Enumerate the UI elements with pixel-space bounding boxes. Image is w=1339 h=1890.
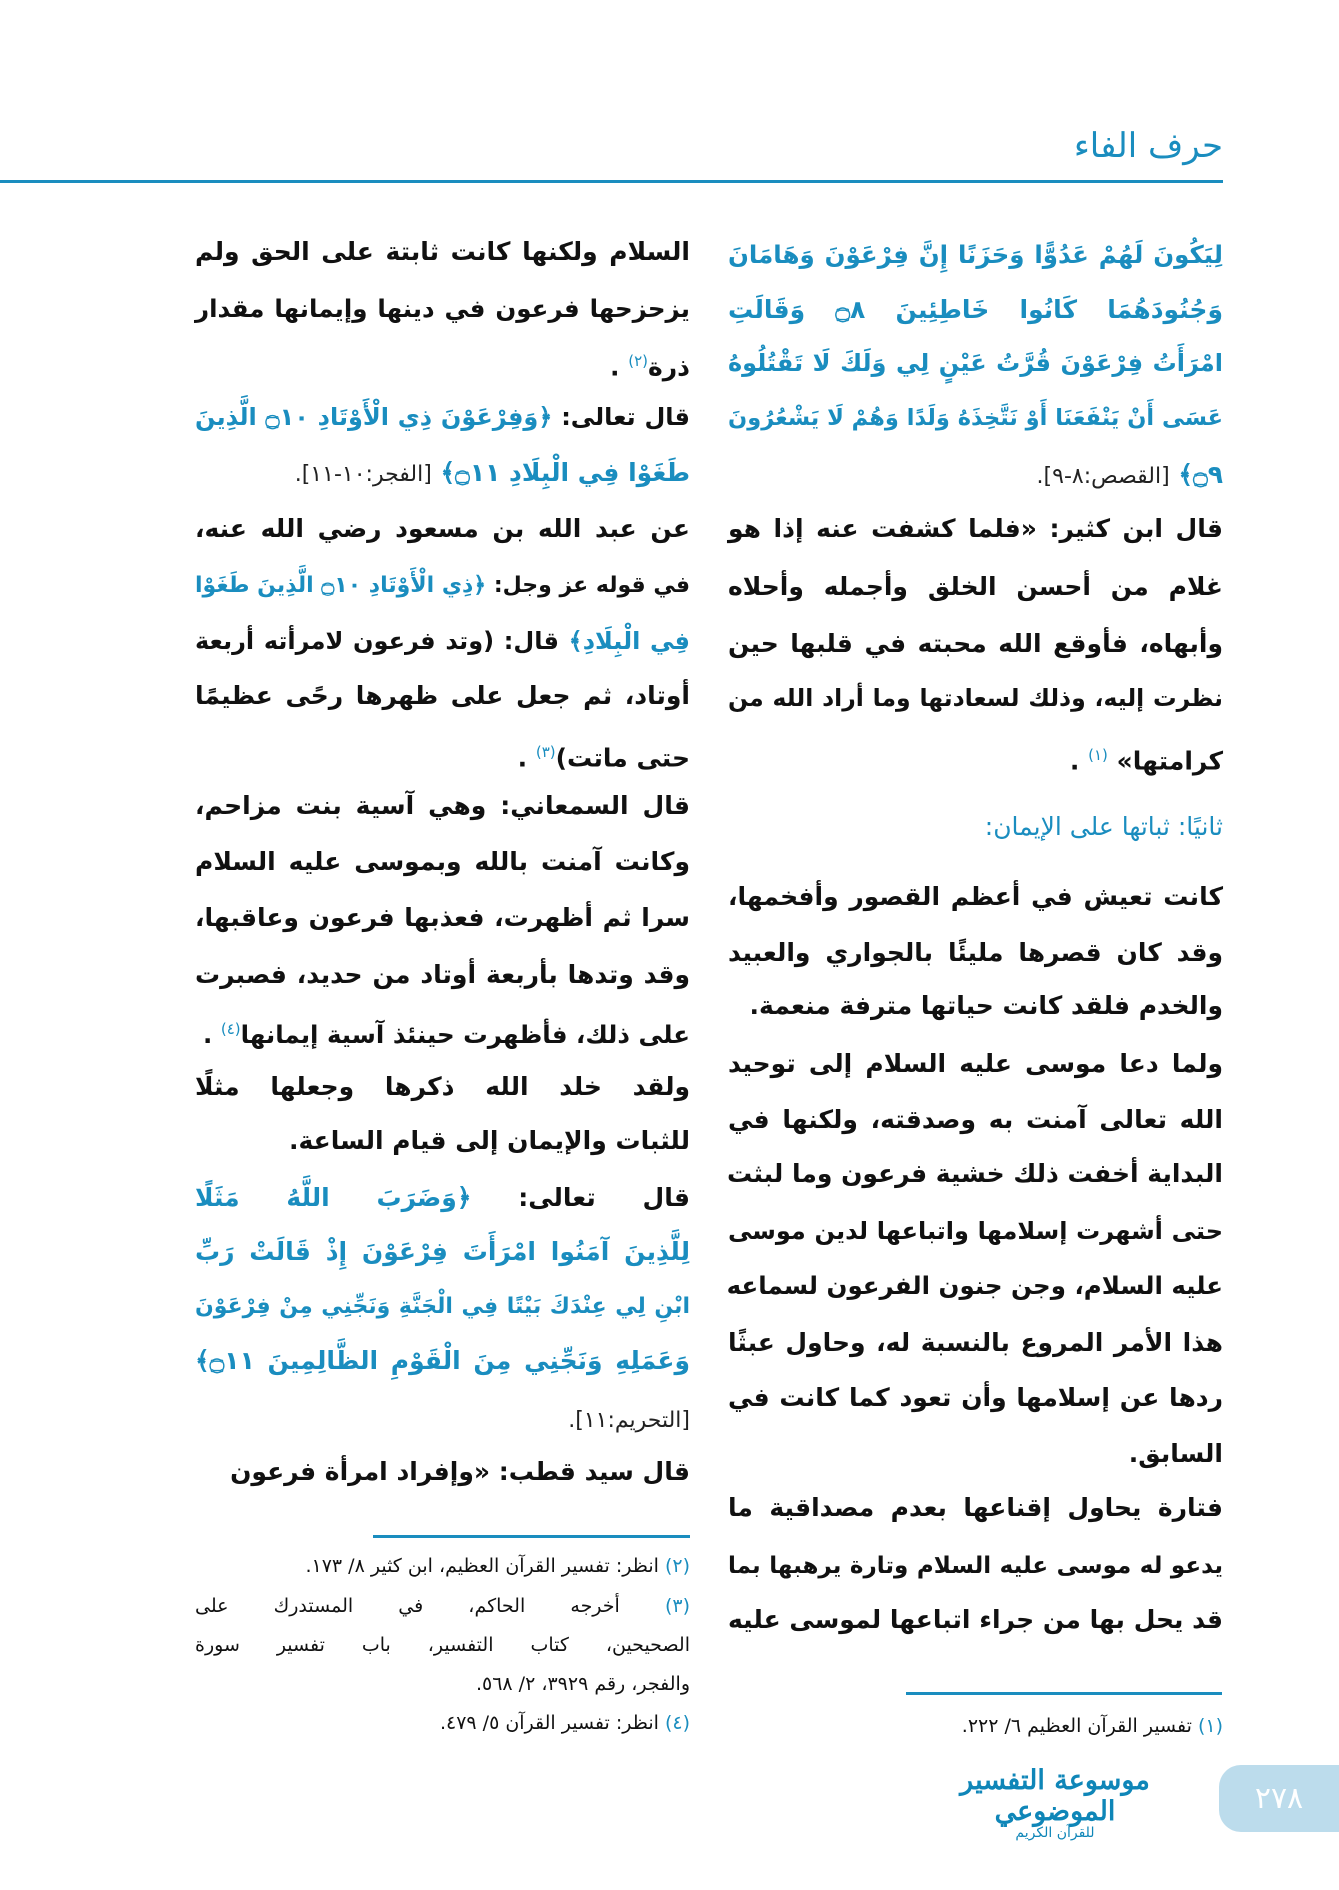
page-number: ٢٧٨ bbox=[1219, 1765, 1339, 1832]
body-text: السابق. bbox=[1128, 1438, 1223, 1468]
footnote-text: والفجر، رقم ٣٩٢٩، ٢/ ٥٦٨. bbox=[475, 1673, 690, 1696]
body-text: وأبهاه، فأوقع الله محبته في قلبها حين bbox=[728, 628, 1223, 658]
quran-verse: لِيَكُونَ لَهُمْ عَدُوًّا وَحَزَنًا إِنَّ فِرْعَوْنَ وَهَامَانَ bbox=[728, 239, 1223, 269]
body-text: ردها عن إسلامها وأن تعود كما كانت في bbox=[728, 1383, 1223, 1413]
text-line bbox=[728, 727, 1223, 783]
verse-reference: [التحريم:١١]. bbox=[568, 1407, 690, 1433]
text-line bbox=[195, 834, 690, 890]
body-text: فتارة يحاول إقناعها بعدم مصداقية ما bbox=[728, 1492, 1223, 1522]
footnote bbox=[195, 1665, 690, 1703]
text-line bbox=[728, 335, 1223, 391]
footnote bbox=[195, 1547, 690, 1585]
heading-text: ثانيًا: ثباتها على الإيمان: bbox=[984, 811, 1223, 841]
text-line bbox=[195, 668, 690, 724]
quran-verse: ۝٩﴾ bbox=[1169, 460, 1223, 490]
body-text: . bbox=[203, 1020, 221, 1050]
body-text: وقد وتدها بأربعة أوتاد من حديد، فصبرت bbox=[195, 960, 690, 990]
body-text: قد يحل بها من جراء اتباعها لموسى عليه bbox=[728, 1604, 1223, 1634]
body-text: قال تعالى: bbox=[552, 403, 690, 432]
text-line bbox=[195, 1279, 690, 1335]
text-line bbox=[728, 1315, 1223, 1371]
body-text: ولقد خلد الله ذكرها وجعلها مثلًا bbox=[195, 1072, 690, 1102]
body-text: عن عبد الله بن مسعود رضي الله عنه، bbox=[195, 514, 690, 544]
text-line bbox=[195, 1391, 690, 1447]
footnote-number: (٤) bbox=[658, 1711, 690, 1734]
footnote-text: انظر: تفسير القرآن ٥/ ٤٧٩. bbox=[439, 1711, 659, 1734]
body-text: يزحزحها فرعون في دينها وإيمانها مقدار bbox=[195, 293, 690, 323]
text-line bbox=[728, 1146, 1223, 1202]
quran-verse: فِي الْبِلَادِ﴾ bbox=[558, 627, 691, 656]
body-text: حتى ماتت) bbox=[555, 743, 690, 773]
text-line bbox=[195, 501, 690, 557]
logo-title: موسوعة التفسير الموضوعي bbox=[960, 1765, 1150, 1827]
body-text: . bbox=[1069, 745, 1089, 775]
body-text: . bbox=[517, 743, 536, 773]
body-text: قال: (وتد فرعون لامرأته أربعة bbox=[195, 627, 559, 656]
body-text: والخدم فلقد كانت حياتها مترفة منعمة. bbox=[749, 991, 1223, 1021]
text-line bbox=[195, 1444, 690, 1500]
footnote-marker[interactable]: (١) bbox=[1088, 745, 1108, 764]
chapter-header: حرف الفاء bbox=[1073, 126, 1223, 166]
footnote-text: انظر: تفسير القرآن العظيم، ابن كثير ٨/ ١٧٣. bbox=[305, 1555, 659, 1578]
text-line bbox=[195, 558, 690, 614]
body-text: كانت تعيش في أعظم القصور وأفخمها، bbox=[728, 881, 1223, 911]
text-line bbox=[195, 613, 690, 669]
quran-verse: لِلَّذِينَ آمَنُوا امْرَأَتَ فِرْعَوْنَ إِذْ قَالَتْ رَبِّ bbox=[195, 1237, 690, 1267]
text-line bbox=[728, 227, 1223, 283]
text-line bbox=[728, 501, 1223, 557]
text-line bbox=[728, 1480, 1223, 1536]
text-line bbox=[195, 389, 690, 445]
text-line bbox=[195, 281, 690, 337]
quran-verse: وَعَمَلِهِ وَنَجِّنِي مِنَ الْقَوْمِ الظَّالِمِينَ ۝١١﴾ bbox=[195, 1345, 690, 1375]
footnote bbox=[195, 1704, 690, 1742]
footnote-marker[interactable]: (٣) bbox=[535, 743, 556, 762]
body-text: حتى أشهرت إسلامها واتباعها لدين موسى bbox=[728, 1216, 1223, 1245]
body-text: غلام من أحسن الخلق وأجمله وأحلاه bbox=[728, 572, 1223, 602]
footnote-number: (٢) bbox=[658, 1555, 690, 1578]
body-text: عليه السلام، وجن جنون الفرعون لسماعه bbox=[726, 1271, 1223, 1301]
text-line bbox=[195, 947, 690, 1003]
text-line bbox=[195, 445, 690, 501]
text-line bbox=[728, 1370, 1223, 1426]
footnote bbox=[195, 1626, 690, 1664]
text-line bbox=[728, 1538, 1223, 1594]
quran-verse: ﴿وَفِرْعَوْنَ ذِي الْأَوْتَادِ ۝١٠ الَّذِينَ bbox=[195, 403, 553, 432]
body-text: سرا ثم أظهرت، فعذبها فرعون وعاقبها، bbox=[195, 903, 690, 933]
section-heading bbox=[728, 799, 1223, 855]
footnote-separator-left bbox=[373, 1535, 690, 1538]
body-text: قال السمعاني: وهي آسية بنت مزاحم، bbox=[195, 791, 690, 821]
text-line bbox=[195, 1001, 690, 1057]
text-line bbox=[195, 890, 690, 946]
text-line bbox=[728, 869, 1223, 925]
text-line bbox=[195, 1333, 690, 1389]
footnote-number: (٣) bbox=[619, 1594, 691, 1617]
text-line bbox=[728, 616, 1223, 672]
quran-verse: طَغَوْا فِي الْبِلَادِ ۝١١﴾ bbox=[431, 457, 690, 487]
footnote-number: (١) bbox=[1191, 1715, 1223, 1738]
body-text: السلام ولكنها كانت ثابتة على الحق ولم bbox=[195, 237, 690, 267]
verse-reference: [الفجر:١٠-١١]. bbox=[294, 461, 432, 487]
text-line bbox=[728, 390, 1223, 446]
text-line bbox=[728, 670, 1223, 726]
body-text: على ذلك، فأظهرت حينئذ آسية إيمانها bbox=[240, 1020, 690, 1050]
text-line bbox=[195, 1170, 690, 1226]
body-text: قال تعالى: bbox=[471, 1183, 690, 1213]
text-line bbox=[728, 925, 1223, 981]
text-line bbox=[195, 224, 690, 280]
footnote-marker[interactable]: (٢) bbox=[628, 351, 649, 370]
text-line bbox=[728, 1592, 1223, 1648]
quran-verse: عَسَى أَنْ يَنْفَعَنَا أَوْ نَتَّخِذَهُ وَلَدًا وَهُمْ لَا يَشْعُرُونَ bbox=[728, 405, 1223, 432]
body-text: في قوله عز وجل: bbox=[486, 572, 690, 598]
body-text: يدعو له موسى عليه السلام وتارة يرهبها بما bbox=[728, 1552, 1223, 1579]
text-line bbox=[728, 559, 1223, 615]
text-line bbox=[728, 1092, 1223, 1148]
body-text: ذرة bbox=[648, 351, 690, 381]
body-text: قال سيد قطب: «وإفراد امرأة فرعون bbox=[230, 1456, 690, 1486]
body-text: أوتاد، ثم جعل على ظهرها رحًى عظيمًا bbox=[195, 680, 690, 710]
body-text: للثبات والإيمان إلى قيام الساعة. bbox=[289, 1126, 690, 1156]
footnote-separator-right bbox=[906, 1692, 1222, 1695]
body-text: البداية أخفت ذلك خشية فرعون وما لبثت bbox=[727, 1158, 1223, 1188]
footnote-marker[interactable]: (٤) bbox=[220, 1020, 241, 1039]
quran-verse: ابْنِ لِي عِنْدَكَ بَيْتًا فِي الْجَنَّةِ وَنَجِّنِي مِنْ فِرْعَوْنَ bbox=[195, 1293, 690, 1319]
body-text: وقد كان قصرها مليئًا بالجواري والعبيد bbox=[728, 938, 1223, 968]
text-line bbox=[728, 1203, 1223, 1259]
body-text: ولما دعا موسى عليه السلام إلى توحيد bbox=[728, 1049, 1223, 1079]
quran-verse: ﴿ذِي الْأَوْتَادِ ۝١٠ الَّذِينَ طَغَوْا bbox=[195, 572, 487, 598]
text-line bbox=[728, 447, 1223, 503]
footnote-text: أخرجه الحاكم، في المستدرك على bbox=[195, 1594, 620, 1617]
body-text: نظرت إليه، وذلك لسعادتها وما أراد الله من bbox=[728, 683, 1223, 712]
footnote bbox=[195, 1587, 690, 1625]
verse-reference: [القصص:٨-٩]. bbox=[1036, 464, 1170, 490]
footnote-text: تفسير القرآن العظيم ٦/ ٢٢٢. bbox=[961, 1715, 1192, 1738]
footnote bbox=[728, 1707, 1223, 1745]
text-line bbox=[195, 1059, 690, 1115]
text-line bbox=[728, 282, 1223, 338]
text-line bbox=[195, 724, 690, 780]
text-line bbox=[195, 1113, 690, 1169]
header-divider bbox=[0, 180, 1223, 183]
text-line bbox=[728, 1426, 1223, 1482]
text-line bbox=[195, 1224, 690, 1280]
text-line bbox=[728, 1258, 1223, 1314]
text-line bbox=[195, 778, 690, 834]
quran-verse: امْرَأَتُ فِرْعَوْنَ قُرَّتُ عَيْنٍ لِي وَلَكَ لَا تَقْتُلُوهُ bbox=[728, 348, 1223, 377]
body-text: الله تعالى آمنت به وصدقته، ولكنها في bbox=[728, 1104, 1223, 1134]
text-line bbox=[728, 978, 1223, 1034]
body-text: كرامتها» bbox=[1107, 745, 1223, 775]
body-text: هذا الأمر المروع بالنسبة له، وحاول عبثًا bbox=[728, 1327, 1223, 1357]
body-text: وكانت آمنت بالله وبموسى عليه السلام bbox=[195, 846, 690, 876]
encyclopedia-logo bbox=[930, 1765, 1180, 1841]
body-text: قال ابن كثير: «فلما كشفت عنه إذا هو bbox=[728, 514, 1223, 544]
quran-verse: وَجُنُودَهُمَا كَانُوا خَاطِئِينَ ۝٨ وَقَالَتِ bbox=[728, 294, 1223, 324]
quran-verse: ﴿وَضَرَبَ اللَّهُ مَثَلًا bbox=[195, 1183, 472, 1213]
footnote-text: الصحيحين، كتاب التفسير، باب تفسير سورة bbox=[195, 1633, 690, 1656]
text-line bbox=[195, 333, 690, 389]
logo-subtitle: للقرآن الكريم bbox=[1015, 1825, 1095, 1841]
text-line bbox=[728, 1036, 1223, 1092]
body-text: . bbox=[610, 351, 629, 381]
